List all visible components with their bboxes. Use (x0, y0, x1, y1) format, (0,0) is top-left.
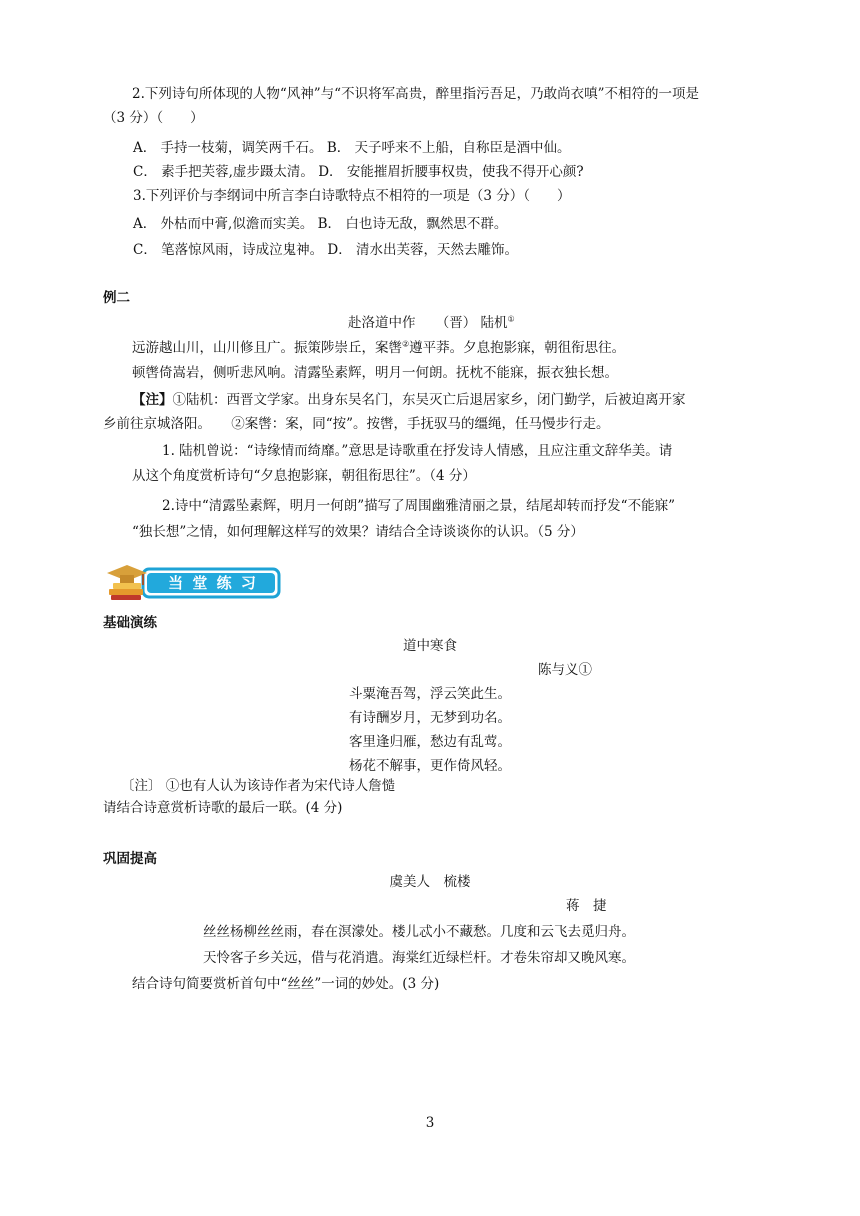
example2-heading: 例二 (103, 290, 130, 306)
q2-options-ab: A． 手持一枝菊，调笑两千石。 B． 天子呼来不上船，自称臣是酒中仙。 (133, 140, 571, 156)
poem-line1-b: 遵平莽。夕息抱影寐，朝徂衔思往。 (409, 340, 626, 356)
q2-stem-line1: 2.下列诗句所体现的人物“风神”与“不识将军高贵，醉里指污吾足，乃敢尚衣嗔”不相符的一项是 (132, 86, 699, 102)
basic-poem-line: 斗粟淹吾驾，浮云笑此生。 (349, 686, 511, 702)
basic-question: 请结合诗意赏析诗歌的最后一联。(4 分) (103, 800, 343, 816)
q2-options-cd: C． 素手把芙蓉,虚步蹑太清。 D． 安能摧眉折腰事权贵，使我不得开心颜? (133, 164, 584, 180)
q3-stem: 3.下列评价与李纲词中所言李白诗歌特点不相符的一项是（3 分）（ ） (133, 188, 571, 204)
basic-heading: 基础演练 (103, 615, 157, 631)
banner-title: 当 堂 练 习 (168, 574, 258, 592)
basic-poem-line: 杨花不解事，更作倚风轻。 (349, 758, 511, 774)
basic-note: 〔注〕 ①也有人认为该诗作者为宋代诗人詹慥 (121, 778, 396, 794)
advanced-question: 结合诗句简要赏析首句中“丝丝”一词的妙处。(3 分) (132, 976, 440, 992)
example2-note-line1 (132, 390, 686, 410)
page-number: 3 (425, 1115, 435, 1131)
footnote-mark-2: ② (402, 339, 410, 349)
footnote-mark-1: ① (507, 314, 515, 324)
example2-poem-line1 (132, 338, 625, 358)
poem-line1-a: 远游越山川，山川修且广。振策陟崇丘，案辔 (132, 340, 402, 356)
note-label: 【注】 (132, 392, 173, 408)
note-text-1: ①陆机：西晋文学家。出身东吴名门，东吴灭亡后退居家乡，闭门勤学，后被迫离开家 (172, 392, 686, 408)
example2-q1-line2: 从这个角度赏析诗句“夕息抱影寐，朝徂衔思往”。（4 分） (132, 468, 476, 484)
example2-q1-line1: 1. 陆机曾说：“诗缘情而绮靡。”意思是诗歌重在抒发诗人情感，且应注重文辞华美。请 (162, 443, 673, 459)
example2-poem-line2: 顿辔倚嵩岩，侧听悲风响。清露坠素辉，明月一何朗。抚枕不能寐，振衣独长想。 (132, 365, 618, 381)
graduation-cap-books-icon (105, 563, 151, 603)
basic-poem-line: 有诗酬岁月，无梦到功名。 (349, 710, 511, 726)
example2-note-line2: 乡前往京城洛阳。 ②案辔：案，同“按”。按辔，手抚驭马的缰绳，任马慢步行走。 (103, 416, 610, 432)
example2-poem-title (348, 313, 515, 333)
advanced-poem-line2: 天怜客子乡关远，借与花消遣。海棠红近绿栏杆。才卷朱帘却又晚风寒。 (203, 950, 635, 966)
basic-poem-author: 陈与义① (538, 662, 592, 678)
advanced-heading: 巩固提高 (103, 851, 157, 867)
practice-banner (103, 563, 283, 603)
basic-poem-title: 道中寒食 (403, 638, 457, 654)
example2-q2-line1: 2.诗中“清露坠素辉，明月一何朗”描写了周围幽雅清丽之景，结尾却转而抒发“不能寐” (162, 498, 675, 514)
advanced-poem-title: 虞美人 梳楼 (389, 874, 471, 890)
q3-options-cd: C． 笔落惊风雨，诗成泣鬼神。 D． 清水出芙蓉，天然去雕饰。 (133, 242, 519, 258)
advanced-poem-author: 蒋 捷 (566, 898, 607, 914)
poem-title-text: 赴洛道中作 （晋） 陆机 (348, 315, 508, 331)
example2-q2-line2: “独长想”之情，如何理解这样写的效果？请结合全诗谈谈你的认识。（5 分） (132, 524, 584, 540)
q2-stem-line2: （3 分）（ ） (103, 110, 204, 126)
advanced-poem-line1: 丝丝杨柳丝丝雨，春在溟濛处。楼儿忒小不藏愁。几度和云飞去觅归舟。 (203, 924, 635, 940)
q3-options-ab: A． 外枯而中膏,似澹而实美。 B． 白也诗无敌，飘然思不群。 (133, 216, 508, 232)
basic-poem-line: 客里逢归雁，愁边有乱莺。 (349, 734, 511, 750)
